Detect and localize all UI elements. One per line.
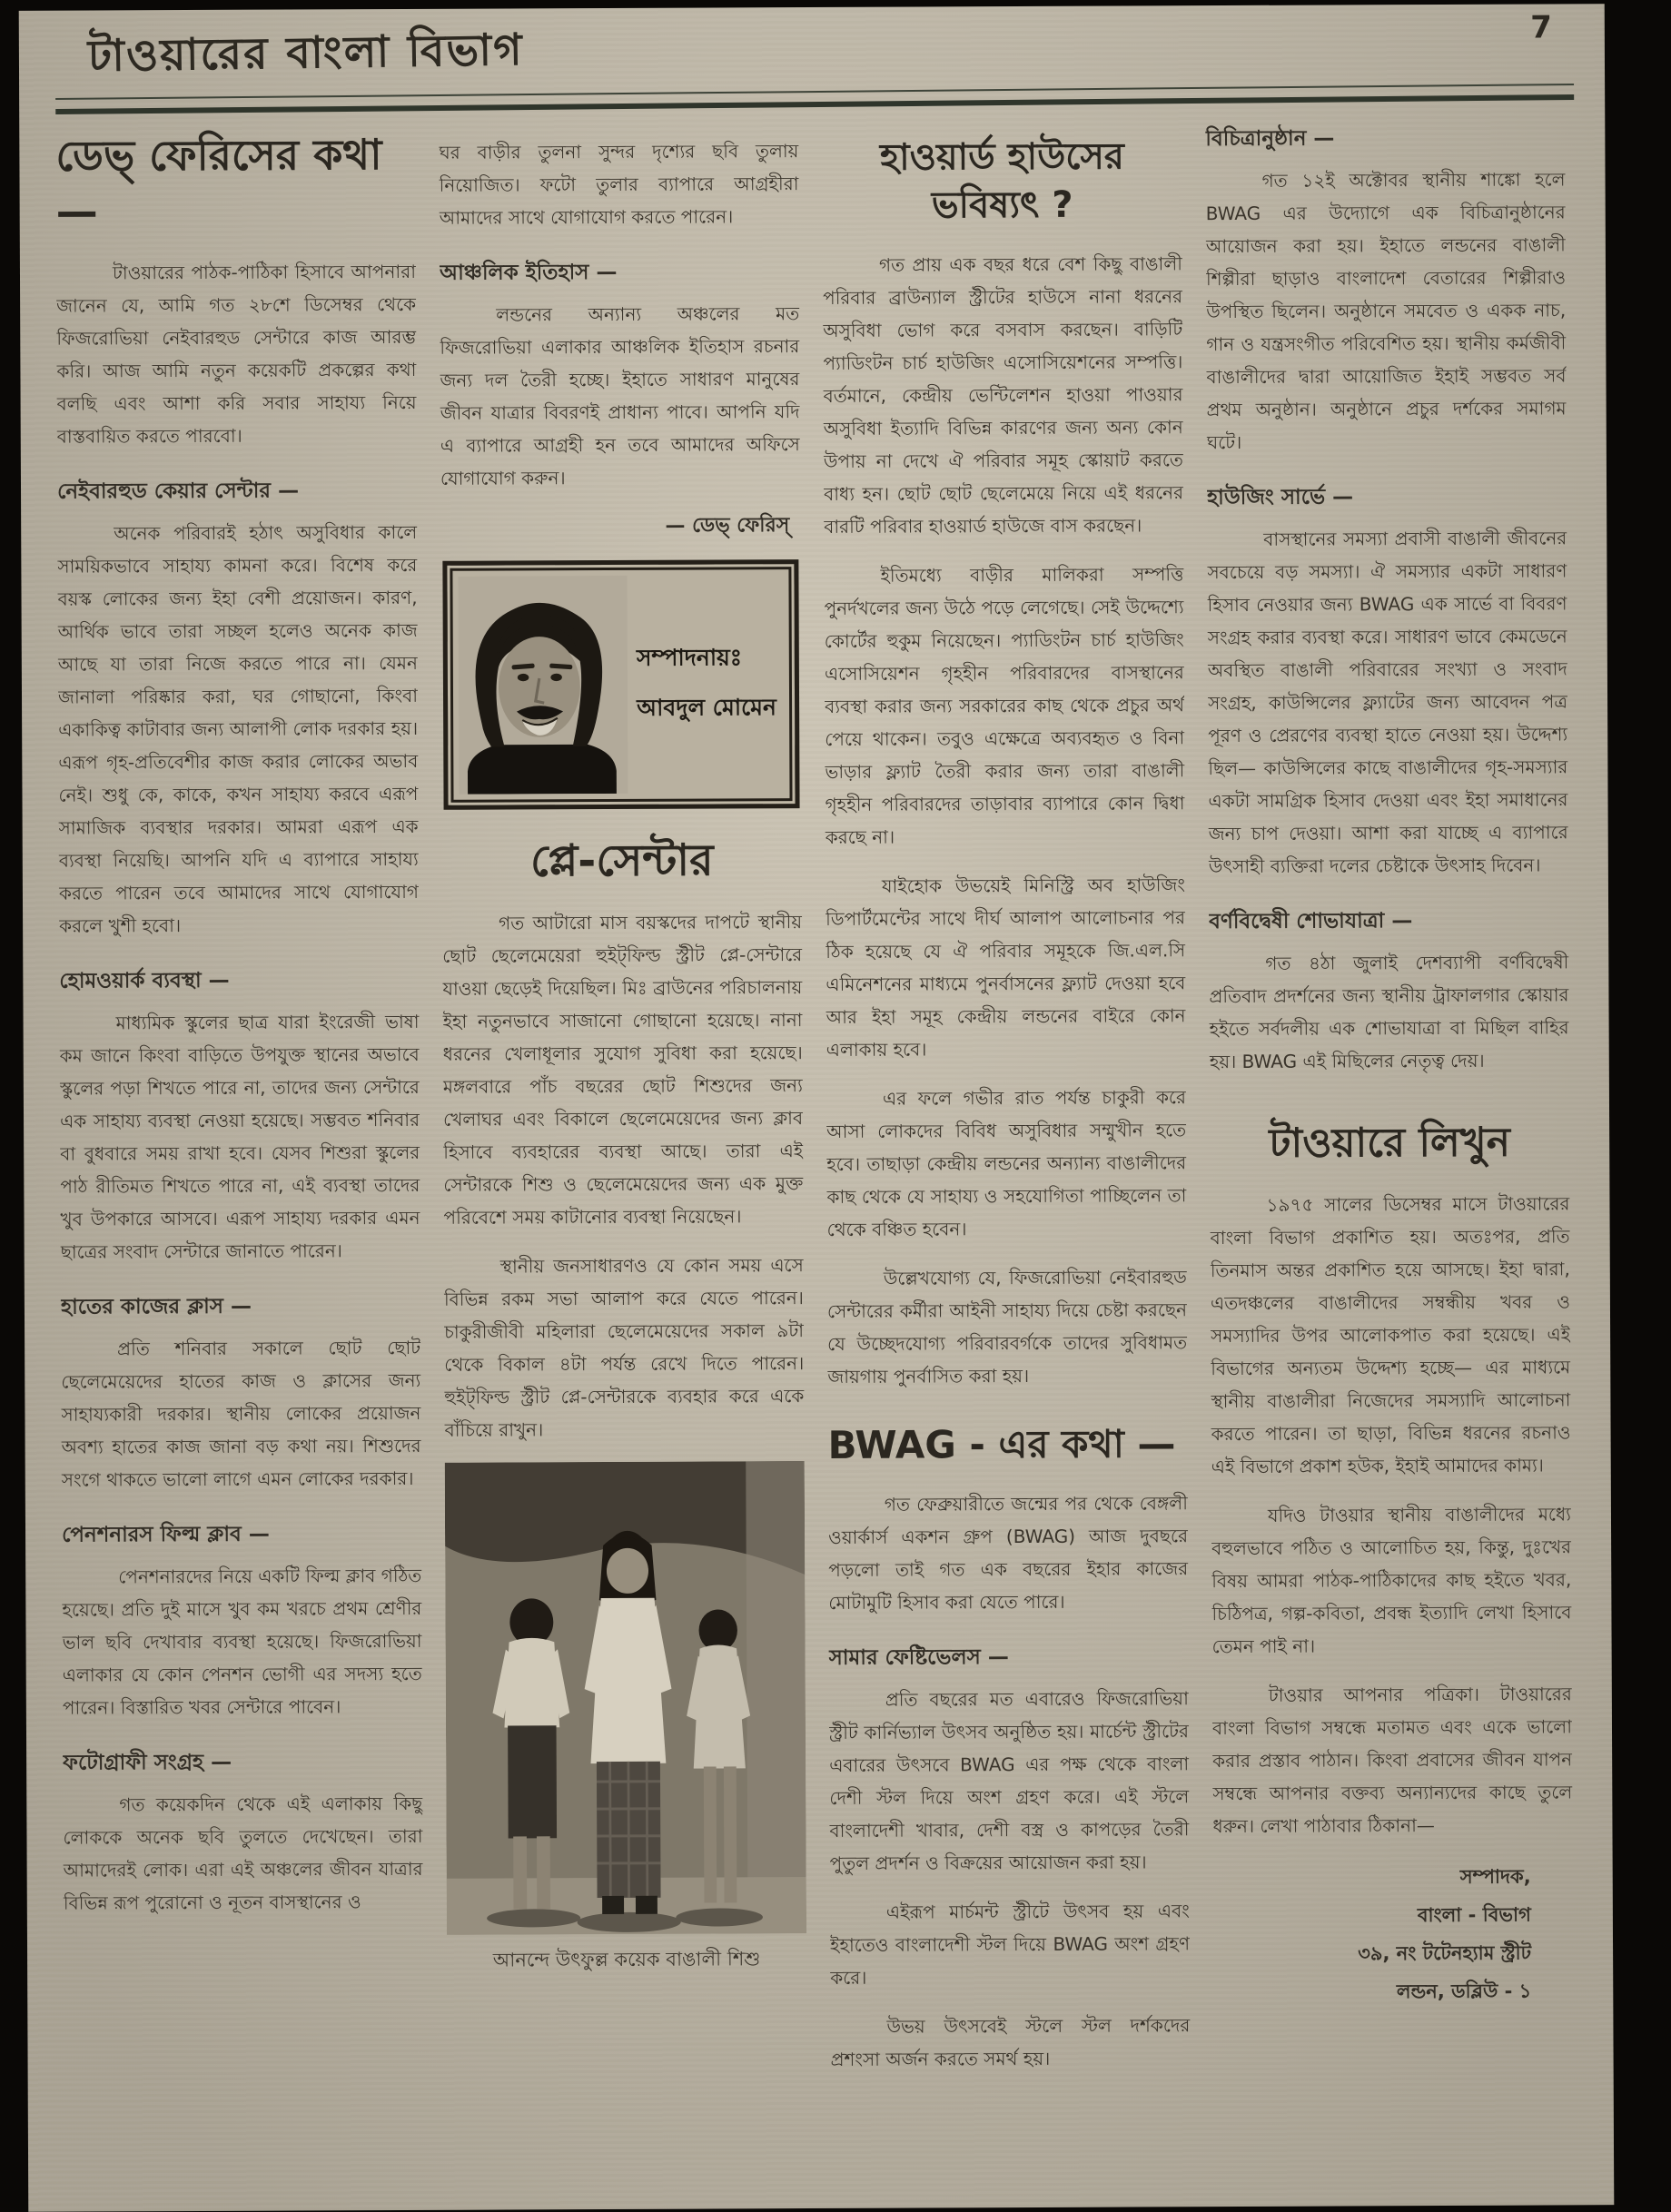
- editorial-address: [1213, 1857, 1574, 2011]
- headline-play-centre: প্লে-সেন্টার: [442, 832, 802, 891]
- editor-portrait-photo: [458, 576, 628, 795]
- paragraph: গত আটারো মাস বয়স্কদের দাপটে স্থানীয় ছোট ছেলেমেয়েরা হুইট্‌ফিল্ড স্ট্রীট প্লে-সেন্টারে যাওয়া ছেড়েই দিয়েছিল। মিঃ ব্রাউনের পরিচালনায় ইহা নতুনভাবে সাজানো গোছানো হয়েছে। নানা ধরনের খেলাধূলার সুযোগ সুবিধা করা হয়েছে। মঙ্গলবারে পাঁচ বছরের ছোট শিশুদের জন্য খেলাঘর এবং বিকালে ছেলেমেয়েদের জন্য ক্লাব হিসাবে ব্যবহারের ব্যবস্থা আছে। তারা এই সেন্টারকে শিশু ও ছেলেমেয়েদের জন্য এক মুক্ত পরিবেশে সময় কাটানোর ব্যবস্থা নিয়েছেন।: [442, 905, 804, 1234]
- paragraph: প্রতি বছরের মত এবারেও ফিজরোভিয়া স্ট্রীট কার্নিভ্যাল উৎসব অনুষ্ঠিত হয়। মার্চেন্ট স্ট্রীটের এবারের উৎসবে BWAG এর পক্ষ থেকে বাংলা দেশী স্টল দিয়ে অংশ গ্রহণ করে। এই স্টলে বাংলাদেশী খাবার, দেশী বস্ত্র ও কাপড়ের তৈরী পুতুল প্রদর্শন ও বিক্রয়ের আয়োজন করা হয়।: [829, 1682, 1190, 1880]
- paragraph: উল্লেখযোগ্য যে, ফিজরোভিয়া নেইবারহুড সেন্টারের কর্মীরা আইনী সাহায্য দিয়ে চেষ্টা করছেন যে উচ্ছেদযোগ্য পরিবারবর্গকে তাদের সুবিধামত জায়গায় পুনর্বাসিত করা হয়।: [827, 1260, 1188, 1393]
- column-1: [55, 122, 424, 2205]
- paragraph: ১৯৭৫ সালের ডিসেম্বর মাসে টাওয়ারের বাংলা বিভাগ প্রকাশিত হয়। অতঃপর, প্রতি তিনমাস অন্তর প্রকাশিত হয়ে আসছে। ইহা দ্বারা, এতদঞ্চলের বাঙালীদের সম্বন্ধীয় খবর ও সমস্যাদির উপর আলোকপাত করা হয়েছে। এই বিভাগের অন্যতম উদ্দেশ্য হচ্ছে— এর মাধ্যমে স্থানীয় বাঙালীরা নিজেদের সমস্যাদি আলোচনা করতে পারেন। তা ছাড়া, বিভিন্ন ধরনের রচনাও এই বিভাগে প্রকাশ হউক, ইহাই আমাদের কাম্য।: [1210, 1187, 1570, 1483]
- subheading-photography-collection: ফটোগ্রাফী সংগ্রহ —: [63, 1744, 422, 1782]
- subheading-summer-festivals: সামার ফেষ্টিভেলস —: [829, 1639, 1189, 1676]
- masthead-title: টাওয়ারের বাংলা বিভাগ: [87, 17, 524, 95]
- paragraph: টাওয়ারের পাঠক-পাঠিকা হিসাবে আপনারা জানেন যে, আমি গত ২৮শে ডিসেম্বর থেকে ফিজরোভিয়া নেইবারহুড সেন্টারে কাজ আরম্ভ করি। আজ আমি নতুন কয়েকটি প্রকল্পের কথা বলছি এবং আশা করি সবার সাহায্য নিয়ে বাস্তবায়িত করতে পারবো।: [56, 255, 417, 453]
- paragraph: টাওয়ার আপনার পত্রিকা। টাওয়ারের বাংলা বিভাগ সম্বন্ধে মতামত এবং একে ভালো করার প্রস্তাব পাঠান। কিংবা প্রবাসের জীবন যাপন সম্বন্ধে আপনার বক্তব্য অন্যান্যদের কাছে তুলে ধরুন। লেখা পাঠাবার ঠিকানা—: [1212, 1677, 1573, 1842]
- subheading-homework-scheme: হোমওয়ার্ক ব্যবস্থা —: [59, 963, 419, 1000]
- paragraph: এর ফলে গভীর রাত পর্যন্ত চাকুরী করে আসা লোকদের বিবিধ অসুবিধার সম্মুখীন হতে হবে। তাছাড়া কেন্দ্রীয় লন্ডনের অন্যান্য বাঙালীদের কাছ থেকে যে সাহায্য ও সহযোগিতা পাচ্ছিলেন তা থেকে বঞ্চিত হবেন।: [826, 1081, 1187, 1246]
- children-photo-caption: আনন্দে উৎফুল্ল কয়েক বাঙালী শিশু: [447, 1944, 806, 1978]
- paragraph: অনেক পরিবারই হঠাৎ অসুবিধার কালে সাময়িকভাবে সাহায্য কামনা করে। বিশেষ করে বয়স্ক লোকের জন্য ইহা বেশী প্রয়োজন। কারণ, আর্থিক ভাবে তারা সচ্ছল হলেও অনেক কাজ আছে যা তারা নিজে করতে পারে না। যেমন জানালা পরিষ্কার করা, ঘর গোছানো, কিংবা একাকিত্ব কাটাবার জন্য আলাপী লোক দরকার হয়। এরূপ গৃহ-প্রতিবেশীর কাজ করার লোকের অভাব নেই। শুধু কে, কাকে, কখন সাহায্য করবে এরূপ সামাজিক ব্যবস্থার দরকার। আমরা এরূপ এক ব্যবস্থা নিয়েছি। আপনি যদি এ ব্যাপারে সাহায্য করতে পারেন তবে আমাদের সাথে যোগাযোগ করলে খুশী হবো।: [57, 516, 419, 943]
- page-number: 7: [1530, 9, 1552, 45]
- paragraph: যদিও টাওয়ার স্থানীয় বাঙালীদের মধ্যে বহুলভাবে পঠিত ও আলোচিত হয়, কিন্তু, দুঃখের বিষয় আমরা পাঠক-পাঠিকাদের কাছ হইতে খবর, চিঠিপত্র, গল্প-কবিতা, প্রবন্ধ ইত্যাদি লেখা হিসাবে তেমন পাই না।: [1211, 1497, 1572, 1663]
- headline-howard-house: হাওয়ার্ড হাউসের ভবিষ্যৎ ?: [822, 133, 1182, 230]
- headline-bwag: BWAG - এর কথা —: [827, 1418, 1187, 1470]
- column-2: [439, 120, 807, 2203]
- headline-dave-ferris: ডেভ্ ফেরিসের কথা —: [55, 127, 416, 239]
- author-signature: — ডেভ্ ফেরিস্: [440, 509, 789, 545]
- address-line: সম্পাদক,: [1213, 1858, 1531, 1898]
- subheading-anti-racism-march: বর্ণবিদ্বেষী শোভাযাত্রা —: [1209, 903, 1568, 940]
- editor-caption-label: সম্পাদনায়ঃ: [637, 639, 784, 679]
- paragraph: গত কয়েকদিন থেকে এই এলাকায় কিছু লোককে অনেক ছবি তুলতে দেখেছেন। তারা আমাদেরই লোক। এরা এই অঞ্চলের জীবন যাত্রার বিভিন্ন রূপ পুরোনো ও নূতন বাসস্থানের ও: [63, 1787, 423, 1920]
- paragraph: গত ফেব্রুয়ারীতে জন্মের পর থেকে বেঙ্গলী ওয়ার্কার্স একশন গ্রুপ (BWAG) আজ দুবছরে পড়লো তাই গত এক বছরের ইহার কাজের মোটামুটি হিসাব করা যেতে পারে।: [828, 1486, 1189, 1619]
- subheading-housing-survey: হাউজিং সার্ভে —: [1207, 479, 1567, 516]
- editor-caption: [637, 575, 785, 794]
- paragraph: প্রতি শনিবার সকালে ছোট ছোট ছেলেমেয়েদের হাতের কাজ ও ক্লাসের জন্য সাহায্যকারী দরকার। স্থানীয় লোকের প্রয়োজন অবশ্য হাতের কাজ জানা বড় কথা নয়। শিশুদের সংগে থাকতে ভালো লাগে এমন লোকের দরকার।: [61, 1331, 421, 1496]
- address-line: ৩৯, নং টটেনহ্যাম স্ট্রীট: [1213, 1934, 1531, 1974]
- paragraph: গত ৪ঠা জুলাই দেশব্যাপী বর্ণবিদ্বেষী প্রতিবাদ প্রদর্শনের জন্য স্থানীয় ট্রাফালগার স্কোয়ার হইতে সর্বদলীয় এক শোভাযাত্রা বা মিছিল বাহির হয়। BWAG এই মিছিলের নেতৃত্ব দেয়।: [1209, 945, 1569, 1078]
- subheading-neighbourhood-care-centre: নেইবারহুড কেয়ার সেন্টার —: [57, 473, 417, 510]
- headline-write-to-tower: টাওয়ারে লিখুন: [1210, 1116, 1569, 1170]
- children-group-photo: [445, 1461, 806, 1935]
- paragraph: মাধ্যমিক স্কুলের ছাত্র যারা ইংরেজী ভাষা কম জানে কিংবা বাড়িতে উপযুক্ত স্থানের অভাবে স্কুলের পড়া শিখতে পারে না, তাদের জন্য সেন্টারে এক সাহায্য ব্যবস্থা নেওয়া হয়েছে। সম্ভবত শনিবার বা বুধবারে সময় রাখা হবে। যেসব শিশুরা স্কুলের পাঠ রীতিমত শিখতে পারে না, এই ব্যবস্থা তাদের খুব উপকারে আসবে। এরূপ সাহায্য দরকার এমন ছাত্রের সংবাদ সেন্টারে জানাতে পারেন।: [60, 1005, 420, 1269]
- paragraph: ইতিমধ্যে বাড়ীর মালিকরা সম্পত্তি পুনর্দখলের জন্য উঠে পড়ে লেগেছে। সেই উদ্দেশ্যে কোর্টের হুকুম নিয়েছেন। প্যাডিংটন চার্চ হাউজিং এসোসিয়েশন গৃহহীন পরিবারদের বাসস্থানের ব্যবস্থা করার জন্য সরকারের কাছ থেকে প্রচুর অর্থ পেয়ে থাকেন। তবুও এক্ষেত্রে অব্যবহৃত ও বিনা ভাড়ার ফ্ল্যাট তৈরী করার জন্য তারা বাঙালী গৃহহীন পরিবারদের তাড়াবার ব্যাপারে কোন দ্বিধা করছে না।: [824, 558, 1184, 854]
- page-header: [19, 4, 1605, 94]
- address-line: বাংলা - বিভাগ: [1213, 1896, 1531, 1936]
- paragraph: গত প্রায় এক বছর ধরে বেশ কিছু বাঙালী পরিবার ব্রাউন্যাল স্ট্রীটের হাউসে নানা ধরনের অসুবিধা ভোগ করে বসবাস করছেন। বাড়িটি প্যাডিংটন চার্চ হাউজিং এসোসিয়েশনের সম্পত্তি। বর্তমানে, কেন্দ্রীয় ভেন্টিলেশন হাওয়া পাওয়ার অসুবিধা ইত্যাদি বিভিন্ন কারণের জন্য অন্য কোন উপায় না দেখে ঐ পরিবার সমূহ স্কোয়াট করতে বাধ্য হন। ছোট ছোট ছেলেমেয়ে নিয়ে এই ধরনের বারটি পরিবার হাওয়ার্ড হাউজে বাস করছেন।: [823, 247, 1183, 543]
- paragraph: যাইহোক উভয়েই মিনিস্ট্রি অব হাউজিং ডিপার্টমেন্টের সাথে দীর্ঘ আলাপ আলোচনার পর ঠিক হয়েছে যে ঐ পরিবার সমূহকে জি.এল.সি এমিনেশনের মাধ্যমে পুনর্বাসনের ফ্ল্যাট দেওয়া হবে আর ইহা সমূহ কেন্দ্রীয় লন্ডনের বাইরে কোন এলাকায় হবে।: [826, 868, 1186, 1066]
- paragraph: গত ১২ই অক্টোবর স্থানীয় শাঙ্কো হলে BWAG এর উদ্যোগে এক বিচিত্রানুষ্ঠানের আয়োজন করা হয়। ইহাতে লন্ডনের বাঙালী শিল্পীরা ছাড়াও বাংলাদেশ বেতারের শিল্পীরাও উপস্থিত ছিলেন। অনুষ্ঠানে সমবেত ও একক নাচ, গান ও যন্ত্রসংগীত পরিবেশিত হয়। স্থানীয় কর্মজীবী বাঙালীদের দ্বারা আয়োজিত ইহাই সম্ভবত সর্ব প্রথম অনুষ্ঠান। অনুষ্ঠানে প্রচুর দর্শকের সমাগম ঘটে।: [1205, 163, 1566, 459]
- editor-caption-name: আবদুল মোমেন: [637, 689, 784, 729]
- paragraph: উভয় উৎসবেই স্টলে স্টল দর্শকদের প্রশংসা অর্জন করতে সমর্থ হয়।: [830, 2009, 1190, 2076]
- subheading-pensioners-film-club: পেনশনারস ফিল্ম ক্লাব —: [62, 1516, 421, 1554]
- subheading-local-history: আঞ্চলিক ইতিহাস —: [440, 254, 799, 291]
- column-3: [822, 118, 1191, 2201]
- subheading-variety-show: বিচিত্রানুষ্ঠান —: [1205, 120, 1565, 157]
- subheading-handicraft-class: হাতের কাজের ক্লাস —: [61, 1289, 420, 1326]
- address-line: লন্ডন, ডব্লিউ - ১: [1213, 1972, 1531, 2012]
- paragraph: বাসস্থানের সমস্যা প্রবাসী বাঙালী জীবনের সবচেয়ে বড় সমস্যা। ঐ সমস্যার একটা সাধারণ হিসাব নেওয়ার জন্য BWAG এক সার্ভে বা বিবরণ সংগ্রহ করার ব্যবস্থা করে। সাধারণ ভাবে কেমডেনে অবস্থিত বাঙালী পরিবারের সংখ্যা ও সংবাদ সংগ্রহ, কাউন্সিলের ফ্ল্যাটের জন্য আবেদন পত্র পূরণ ও প্রেরণের ব্যবস্থা হাতে নেওয়া হয়। উদ্দেশ্য ছিল— কাউন্সিলের কাছে বাঙালীদের গৃহ-সমস্যার একটা সামগ্রিক হিসাব দেওয়া এবং ইহা সমাধানের জন্য চাপ দেওয়া। আশা করা যাচ্ছে এ ব্যাপারে উৎসাহী ব্যক্তিরা দলের চেষ্টাকে উৎসাহ দিবেন।: [1207, 521, 1568, 883]
- paragraph: এইরূপ মার্চমন্ট স্ট্রীটে উৎসব হয় এবং ইহাতেও বাংলাদেশী স্টল দিয়ে BWAG অংশ গ্রহণ করে।: [830, 1894, 1190, 1994]
- paragraph: স্থানীয় জনসাধারণও যে কোন সময় এসে বিভিন্ন রকম সভা আলাপ করে যেতে পারেন। চাকুরীজীবী মহিলারা ছেলেমেয়েদের সকাল ৯টা থেকে বিকাল ৪টা পর্যন্ত রেখে দিতে পারেন। হুইট্‌ফিল্ড স্ট্রীট প্লে-সেন্টারকে ব্যবহার করে একে বাঁচিয়ে রাখুন।: [444, 1249, 805, 1447]
- paragraph: লন্ডনের অন্যান্য অঞ্চলের মত ফিজরোভিয়া এলাকার আঞ্চলিক ইতিহাস রচনার জন্য দল তৈরী হচ্ছে। ইহাতে সাধারণ মানুষের জীবন যাত্রার বিবরণই প্রাধান্য পাবে। আপনি যদি এ ব্যাপারে আগ্রহী হন তবে আমাদের অফিসে যোগাযোগ করুন।: [440, 297, 800, 495]
- columns: [19, 104, 1614, 2205]
- editor-photo-box: [442, 559, 799, 810]
- newspaper-page: [19, 4, 1615, 2212]
- paragraph-continued: ঘর বাড়ীর তুলনা সুন্দর দৃশ্যের ছবি তুলায় নিয়োজিত। ফটো তুলার ব্যাপারে আগ্রহীরা আমাদের সাথে যোগাযোগ করতে পারেন।: [439, 134, 798, 234]
- column-4: [1205, 116, 1574, 2199]
- paragraph: পেনশনারদের নিয়ে একটি ফিল্ম ক্লাব গঠিত হয়েছে। প্রতি দুই মাসে খুব কম খরচে প্রথম শ্রেণীর ভাল ছবি দেখাবার ব্যবস্থা হয়েছে। ফিজরোভিয়া এলাকার যে কোন পেনশন ভোগী এর সদস্য হতে পারেন। বিস্তারিত খবর সেন্টারে পাবেন।: [62, 1559, 422, 1724]
